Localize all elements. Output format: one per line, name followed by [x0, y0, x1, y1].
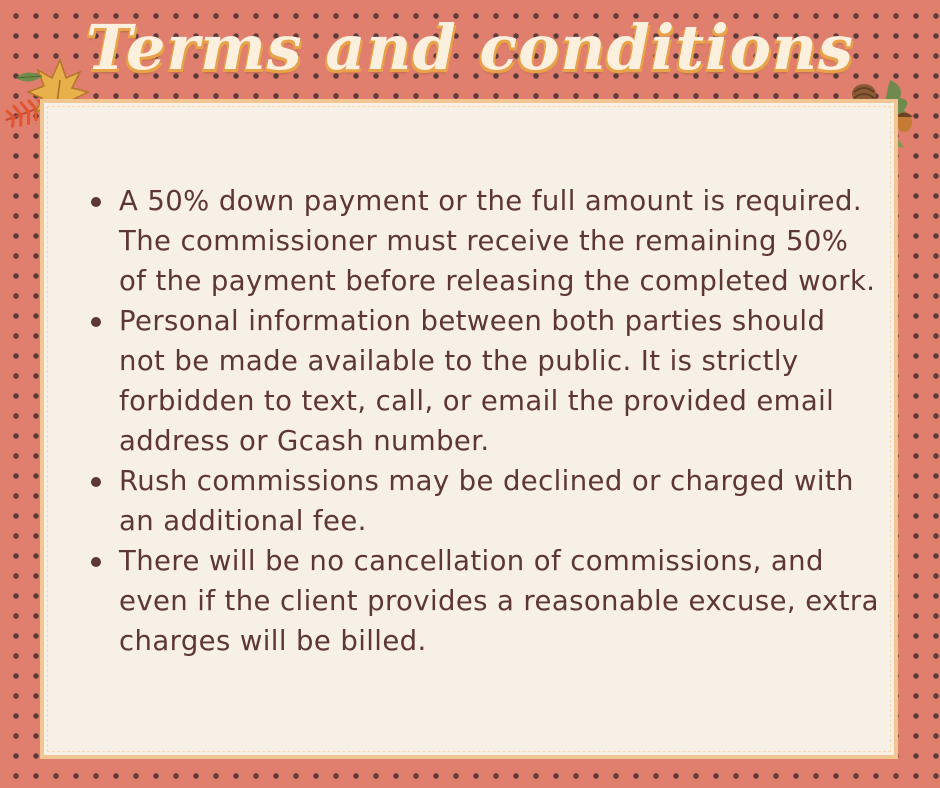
list-item	[89, 181, 879, 301]
term-text: Personal information between both parties should not be made available to the public. It is strictly forbidden to text, call, or email the provided email address or Gcash number.	[119, 305, 835, 457]
list-item	[89, 301, 879, 461]
bullet-icon	[91, 317, 101, 327]
terms-panel	[40, 99, 898, 759]
bullet-icon	[91, 197, 101, 207]
terms-list	[89, 181, 879, 661]
term-text: Rush commissions may be declined or charged with an additional fee.	[119, 465, 854, 537]
term-text: There will be no cancellation of commissions, and even if the client provides a reasonable excuse, extra charges will be billed.	[119, 545, 879, 657]
bullet-icon	[91, 477, 101, 487]
list-item	[89, 461, 879, 541]
list-item	[89, 541, 879, 661]
term-text: A 50% down payment or the full amount is required. The commissioner must receive the remaining 50% of the payment before releasing the completed work.	[119, 185, 876, 297]
page-title: Terms and conditions	[85, 11, 855, 84]
bullet-icon	[91, 557, 101, 567]
